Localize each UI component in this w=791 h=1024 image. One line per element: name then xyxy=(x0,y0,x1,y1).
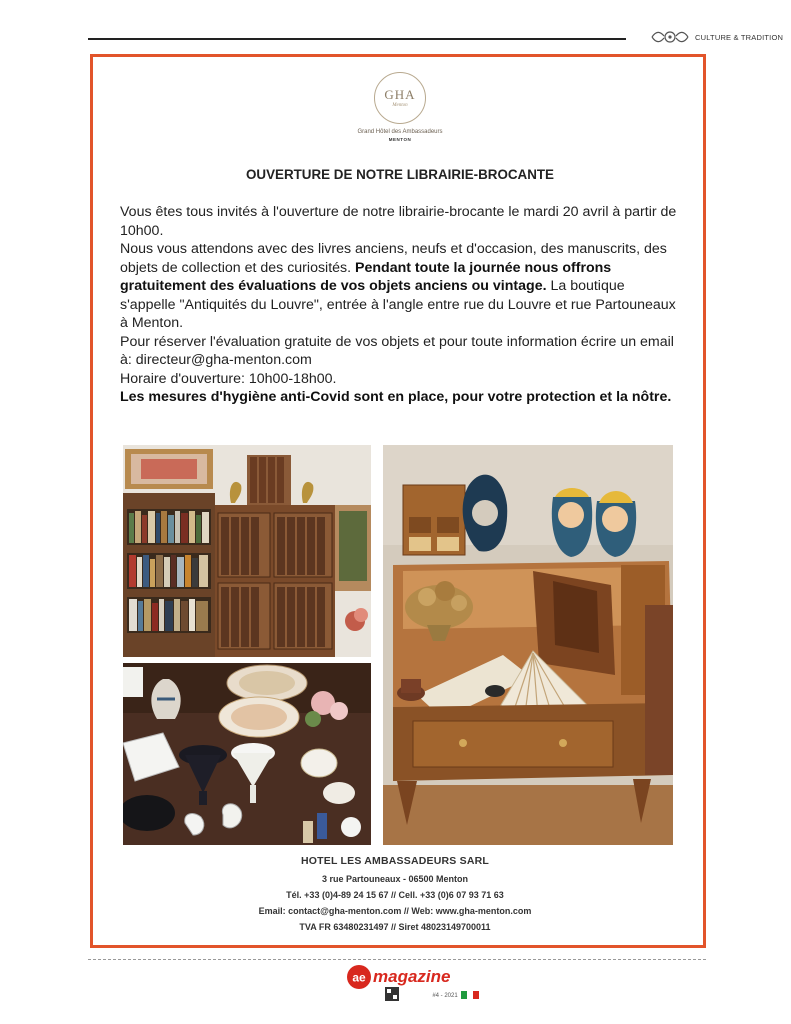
footer-address: 3 rue Partouneaux - 06500 Menton xyxy=(321,874,469,884)
section-label: CULTURE & TRADITION xyxy=(695,33,784,42)
logo-mark: GHA xyxy=(384,87,416,102)
magazine-brand-a: ae xyxy=(352,970,366,985)
paragraph-invitation: Vous êtes tous invités à l'ouverture de notre librairie-brocante le mardi 20 avril à partir de 10h00. xyxy=(120,204,677,239)
logo-emblem xyxy=(374,72,426,124)
footer-company: HOTEL LES AMBASSADEURS SARL xyxy=(301,855,489,867)
photo-tableware xyxy=(123,663,371,845)
footer-tax-ids: TVA FR 63480231497 // Siret 48023149700011 xyxy=(299,922,491,932)
photo-antique-desk xyxy=(383,445,673,845)
logo-tagline: Menton xyxy=(392,103,408,108)
ornament-icon xyxy=(650,27,690,47)
footer-phones: Tél. +33 (0)4-89 24 15 67 // Cell. +33 (0)6 07 93 71 63 xyxy=(286,890,504,900)
paragraph-offer xyxy=(120,240,684,333)
article-body xyxy=(120,203,684,407)
paragraph-hours: Horaire d'ouverture: 10h00-18h00. xyxy=(120,370,337,387)
offer-highlight: Pendant toute la journée nous offrons gratuitement des évaluations de vos objets anciens ou vintage. xyxy=(120,259,612,294)
hotel-logo xyxy=(350,72,450,150)
photo-bookshelves xyxy=(123,445,371,657)
paragraph-contact: Pour réserver l'évaluation gratuite de vos objets et pour toute information écrire un email à: directeur@gha-menton.com xyxy=(120,333,674,368)
logo-city: MENTON xyxy=(388,137,412,142)
article-title: OUVERTURE DE NOTRE LIBRAIRIE-BROCANTE xyxy=(246,167,554,182)
footer-divider xyxy=(88,959,706,960)
header-rule xyxy=(88,38,626,40)
offer-intro: Nous vous attendons avec des livres anciens, neufs et d'occasion, des manuscrits, des objets de collection et des curiosités. xyxy=(120,241,667,276)
offer-location: La boutique s'appelle "Antiquités du Louvre", entrée à l'angle entre rue du Louvre et rue Partouneaux à Menton. xyxy=(120,278,676,331)
logo-hotel-name: Grand Hôtel des Ambassadeurs xyxy=(357,129,443,135)
covid-notice: Les mesures d'hygiène anti-Covid sont en place, pour votre protection et la nôtre. xyxy=(120,389,672,405)
magazine-logo xyxy=(345,963,485,1009)
magazine-brand-b: magazine xyxy=(373,967,451,986)
footer-emails: Email: contact@gha-menton.com // Web: www.gha-menton.com xyxy=(258,906,532,916)
paragraph-covid xyxy=(120,388,684,407)
magazine-issue: #4 - 2021 xyxy=(432,993,458,999)
